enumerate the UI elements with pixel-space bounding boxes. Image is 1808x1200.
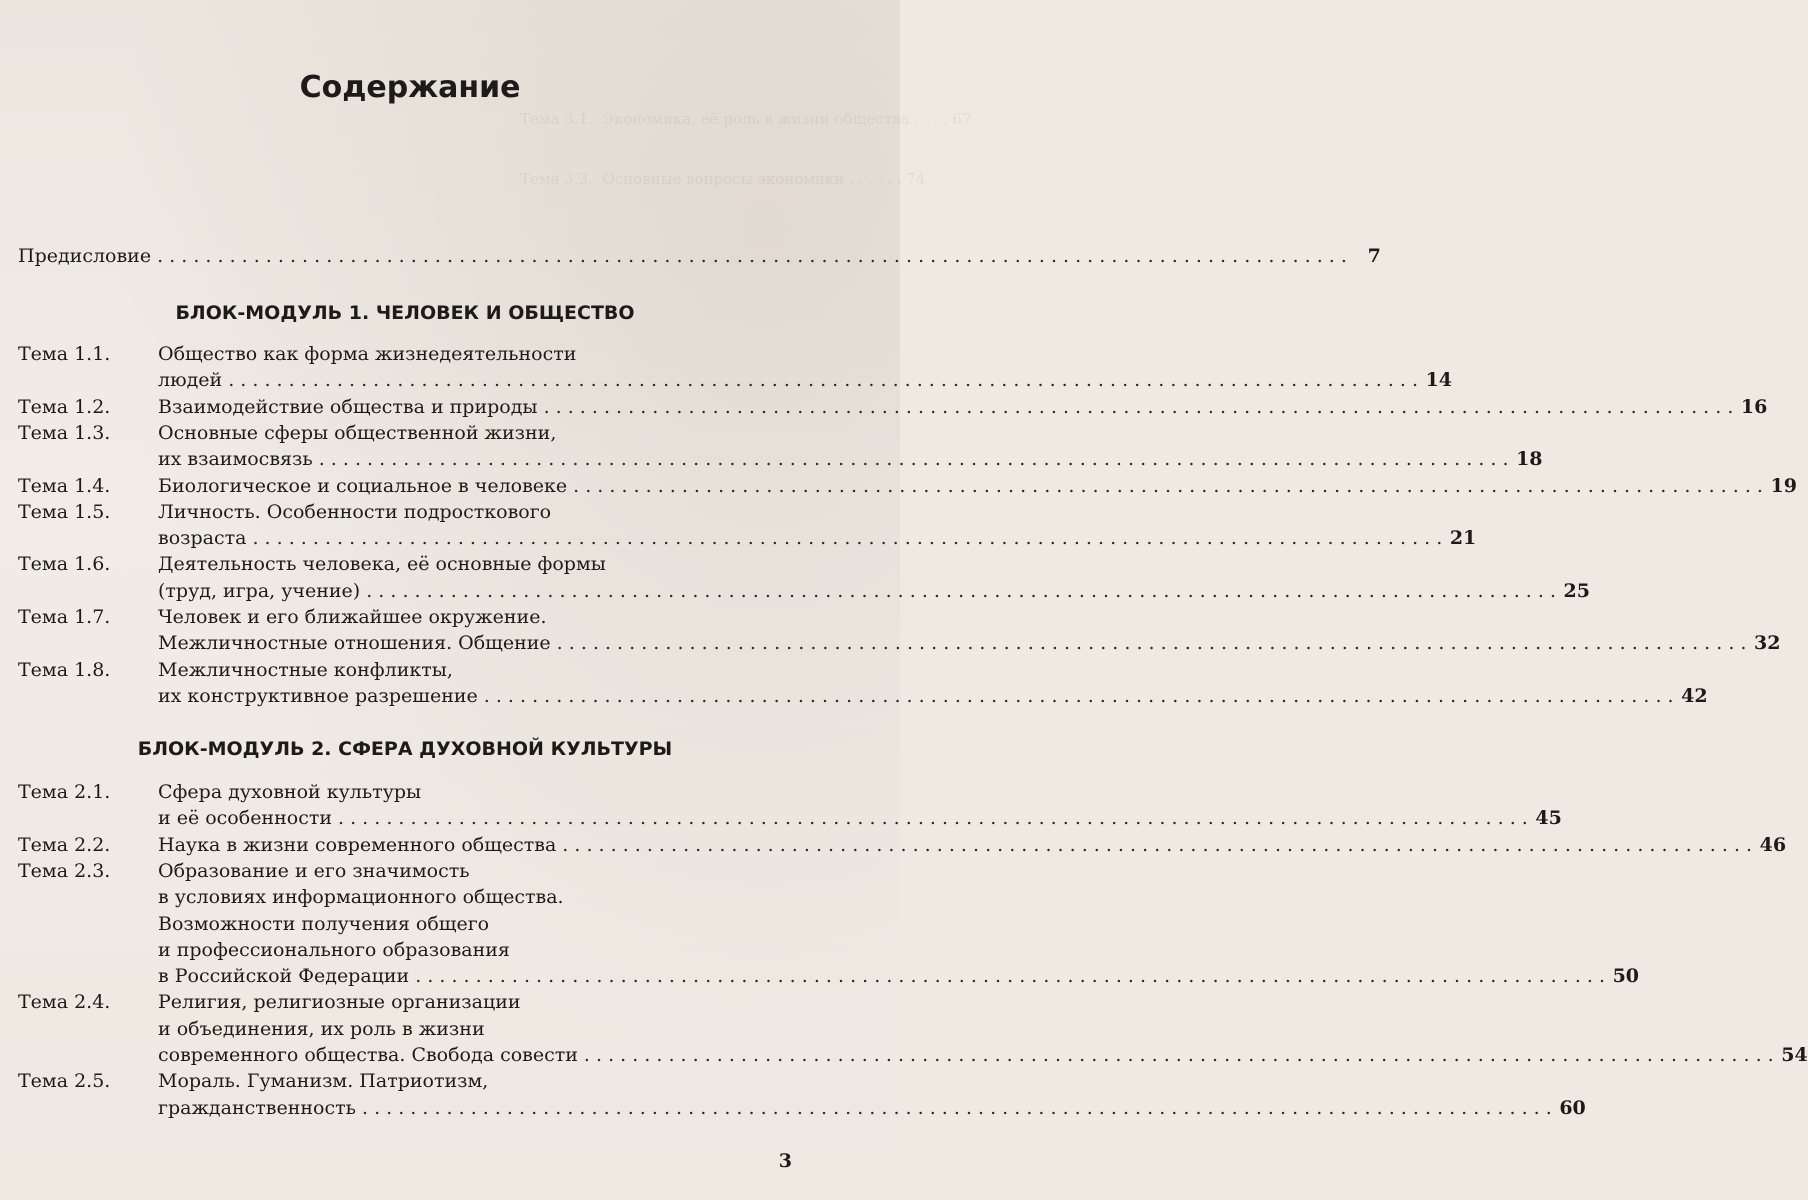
topic-title-line: возраста <box>158 527 247 550</box>
topic-code: Тема 1.1. <box>18 343 111 365</box>
toc-page-number: 21 <box>1449 527 1477 550</box>
topic-title-line: Деятельность человека, её основные формы <box>158 553 606 576</box>
topic-title-line: Возможности получения общего <box>158 912 490 935</box>
toc-page-number: 50 <box>1612 965 1640 988</box>
leader-dots <box>484 682 1674 710</box>
toc-entry-line <box>18 910 793 938</box>
topic-title-line: Межличностные конфликты, <box>158 658 453 681</box>
toc-entry-line <box>18 577 1590 605</box>
block-heading: БЛОК-МОДУЛЬ 1. ЧЕЛОВЕК И ОБЩЕСТВО <box>175 302 635 324</box>
toc-page-number: 7 <box>1367 245 1381 267</box>
toc-entry-line <box>18 472 1797 500</box>
topic-title-line: Религия, религиозные организации <box>158 991 521 1014</box>
toc-page-number: 16 <box>1740 395 1768 418</box>
toc-page-number: 54 <box>1781 1044 1808 1066</box>
topic-code: Тема 1.4. <box>18 474 111 497</box>
toc-page-number: 19 <box>1770 474 1797 497</box>
toc-entry-line <box>18 393 1768 421</box>
toc-page-number: 14 <box>1425 369 1453 392</box>
toc-entry-line <box>18 340 793 368</box>
topic-title-line: Взаимодействие общества и природы <box>158 395 538 418</box>
toc-entry-label: Предисловие <box>18 245 152 267</box>
page-title: Содержание <box>299 70 521 105</box>
topic-code: Тема 1.7. <box>18 606 111 628</box>
topic-title-line: людей <box>158 369 223 392</box>
leader-dots <box>252 524 1442 552</box>
toc-entry-line <box>18 831 1787 859</box>
toc-page-number: 32 <box>1754 632 1781 655</box>
leader-dots <box>557 629 1747 657</box>
topic-code: Тема 2.1. <box>18 781 111 803</box>
topic-title-line: (труд, игра, учение) <box>158 579 361 602</box>
topic-code: Тема 1.8. <box>18 658 111 681</box>
topic-code: Тема 2.2. <box>18 833 111 856</box>
show-through: Тема 3.3. Основные вопросы экономики . . . . . . 74 <box>520 170 926 188</box>
toc-entry-line <box>18 682 1708 710</box>
toc-entry-line <box>18 498 793 526</box>
leader-dots <box>338 804 1528 832</box>
leader-dots <box>362 1094 1552 1122</box>
toc-entry-line <box>18 524 1477 552</box>
topic-title-line: Общество как форма жизнедеятельности <box>158 343 577 365</box>
topic-title-line: Наука в жизни современного общества <box>158 833 557 856</box>
topic-title-line: Мораль. Гуманизм. Патриотизм, <box>158 1070 489 1093</box>
toc-entry-line <box>18 988 793 1016</box>
leader-dots <box>415 962 1605 990</box>
toc-page-number: 25 <box>1563 579 1590 602</box>
leader-dots <box>228 366 1418 394</box>
toc-entry-line <box>18 1067 793 1095</box>
topic-title-line: их конструктивное разрешение <box>158 684 478 707</box>
leader-dots <box>319 445 1509 473</box>
toc-entry-line <box>18 1041 1808 1069</box>
toc-page-number: 60 <box>1559 1096 1586 1119</box>
leader-dots <box>544 393 1734 421</box>
topic-code: Тема 1.6. <box>18 553 111 576</box>
toc-entry-line <box>18 1015 793 1043</box>
topic-code: Тема 1.2. <box>18 395 111 418</box>
topic-code: Тема 1.3. <box>18 421 111 444</box>
toc-entry-line <box>18 857 793 885</box>
topic-title-line: Человек и его ближайшее окружение. <box>158 606 547 628</box>
leader-dots <box>573 472 1763 500</box>
leader-dots <box>157 242 1347 270</box>
topic-title-line: Основные сферы общественной жизни, <box>158 421 557 444</box>
toc-entry-line <box>18 962 1640 990</box>
toc-entry-line <box>18 550 793 578</box>
toc-entry-line <box>18 804 1562 832</box>
topic-title-line: Межличностные отношения. Общение <box>158 632 551 655</box>
leader-dots <box>562 831 1752 859</box>
topic-title-line: и профессионального образования <box>158 938 510 961</box>
toc-page-number: 18 <box>1516 448 1543 471</box>
toc-entry-line <box>18 1094 1586 1122</box>
topic-title-line: современного общества. Свобода совести <box>158 1044 578 1066</box>
leader-dots <box>366 577 1556 605</box>
toc-entry-line <box>18 656 793 684</box>
toc-page-number: 46 <box>1759 833 1787 856</box>
toc-entry-line <box>18 603 793 631</box>
page-number: 3 <box>778 1150 792 1172</box>
toc-entry-preface <box>18 242 1381 270</box>
leader-dots <box>584 1041 1774 1069</box>
topic-code: Тема 2.3. <box>18 859 111 882</box>
topic-code: Тема 2.5. <box>18 1070 111 1093</box>
toc-entry-line <box>18 366 1453 394</box>
toc-entry-line <box>18 778 793 806</box>
toc-page-number: 42 <box>1681 684 1708 707</box>
topic-title-line: Образование и его значимость <box>158 859 470 882</box>
topic-title-line: гражданственность <box>158 1096 356 1119</box>
toc-entry-line <box>18 629 1781 657</box>
topic-title-line: и объединения, их роль в жизни <box>158 1017 485 1040</box>
toc-entry-line <box>18 419 793 447</box>
topic-title-line: их взаимосвязь <box>158 448 313 471</box>
topic-code: Тема 2.4. <box>18 991 111 1014</box>
show-through: Тема 3.1. Экономика, её роль в жизни общества . . . . 67 <box>520 110 972 128</box>
topic-title-line: в условиях информационного общества. <box>158 886 564 909</box>
toc-entry-line <box>18 936 793 964</box>
topic-title-line: Личность. Особенности подросткового <box>158 500 552 523</box>
toc-entry-line <box>18 445 1543 473</box>
topic-title-line: и её особенности <box>158 807 333 830</box>
block-heading: БЛОК-МОДУЛЬ 2. СФЕРА ДУХОВНОЙ КУЛЬТУРЫ <box>137 738 673 760</box>
topic-code: Тема 1.5. <box>18 500 111 523</box>
topic-title-line: в Российской Федерации <box>158 965 410 988</box>
toc-page-number: 45 <box>1535 807 1562 830</box>
topic-title-line: Биологическое и социальное в человеке <box>158 474 568 497</box>
toc-entry-line <box>18 883 793 911</box>
topic-title-line: Сфера духовной культуры <box>158 781 422 803</box>
